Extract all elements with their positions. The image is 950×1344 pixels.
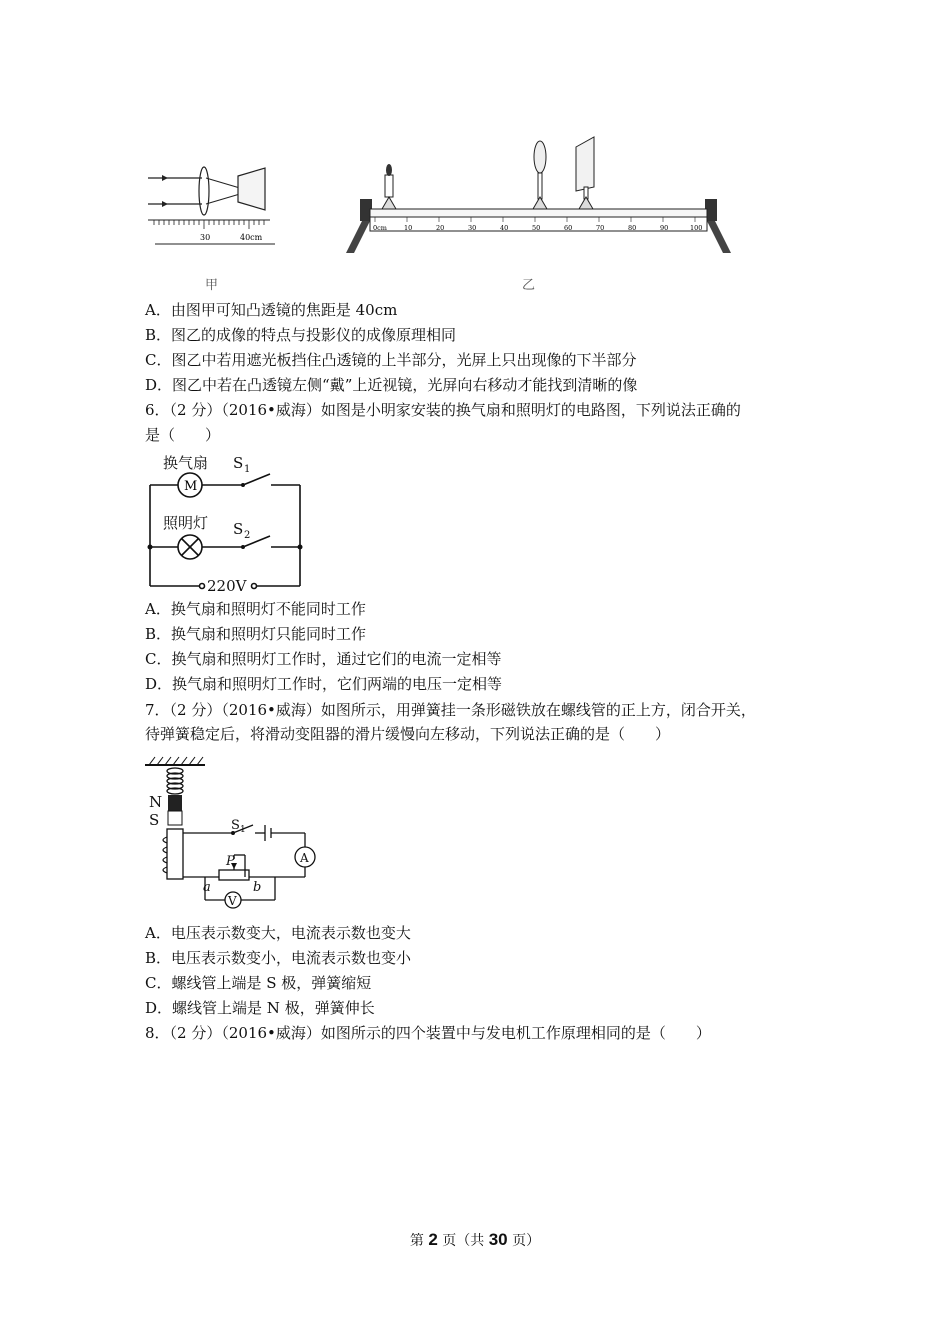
- q6-option-a: A．换气扇和照明灯不能同时工作: [145, 600, 366, 618]
- q6-stem-line1: 6．（2 分）（2016•威海）如图是小明家安装的换气扇和照明灯的电路图，下列说法正确的: [145, 401, 741, 419]
- figure-jia-label: 甲: [205, 278, 219, 293]
- q5-option-b: B．图乙的成像的特点与投影仪的成像原理相同: [145, 326, 457, 344]
- switch-s2-label: S: [233, 520, 244, 538]
- current-page-number: 2: [428, 1230, 438, 1249]
- switch-label: S: [231, 818, 240, 833]
- ruler-tick-30: 30: [200, 233, 211, 242]
- yi-tick: 100: [690, 224, 703, 232]
- q5-option-d: D．图乙中若在凸透镜左侧“戴”上近视镜，光屏向右移动才能找到清晰的像: [145, 376, 638, 394]
- yi-tick: 10: [404, 224, 413, 232]
- figure-jia: [140, 140, 290, 260]
- yi-tick: 40: [500, 224, 509, 232]
- yi-tick: 30: [468, 224, 477, 232]
- q7-stem-line1: 7．（2 分）（2016•威海）如图所示，用弹簧挂一条形磁铁放在螺线管的正上方，闭合开关，: [145, 701, 756, 719]
- page-footer: 第 2 页（共 30 页）: [409, 1230, 541, 1249]
- yi-tick: 20: [436, 224, 445, 232]
- terminal-b-label: b: [253, 880, 262, 895]
- switch-s1-label: S: [233, 454, 244, 472]
- q5-option-a: A．由图甲可知凸透镜的焦距是 40cm: [145, 301, 398, 319]
- slider-p-label: P: [226, 854, 235, 869]
- q7-option-d: D．螺线管上端是 N 极，弹簧伸长: [145, 999, 375, 1017]
- yi-tick: 60: [564, 224, 573, 232]
- q7-option-a: A．电压表示数变大，电流表示数也变大: [145, 924, 411, 942]
- q7-circuit-diagram: [145, 755, 325, 915]
- magnet-n-label: N: [149, 793, 163, 811]
- yi-tick: 80: [628, 224, 637, 232]
- svg-text:2: 2: [244, 530, 251, 541]
- magnet-s-label: S: [149, 811, 160, 829]
- lamp-label: 照明灯: [163, 514, 209, 532]
- q7-stem-line2: 待弹簧稳定后，将滑动变阻器的滑片缓慢向左移动，下列说法正确的是（ ）: [145, 725, 671, 743]
- yi-tick: 90: [660, 224, 669, 232]
- fan-label: 换气扇: [163, 454, 209, 472]
- terminal-a-label: a: [203, 880, 211, 895]
- yi-tick: 70: [596, 224, 605, 232]
- ammeter-symbol: A: [300, 851, 309, 865]
- yi-tick: 50: [532, 224, 541, 232]
- q6-option-c: C．换气扇和照明灯工作时，通过它们的电流一定相等: [145, 650, 502, 668]
- q6-option-d: D．换气扇和照明灯工作时，它们两端的电压一定相等: [145, 675, 503, 693]
- motor-symbol: M: [184, 479, 198, 494]
- q6-circuit-diagram: [145, 450, 310, 595]
- yi-tick: 0cm: [373, 224, 387, 232]
- q7-option-b: B．电压表示数变小，电流表示数也变小: [145, 949, 412, 967]
- figure-yi: [340, 135, 740, 265]
- voltmeter-symbol: V: [228, 894, 237, 908]
- svg-text:1: 1: [244, 464, 251, 475]
- q6-option-b: B．换气扇和照明灯只能同时工作: [145, 625, 367, 643]
- ruler-tick-40cm: 40cm: [240, 233, 263, 242]
- voltage-label: 220V: [207, 577, 247, 595]
- q5-option-c: C．图乙中若用遮光板挡住凸透镜的上半部分，光屏上只出现像的下半部分: [145, 351, 637, 369]
- q6-stem-line2: 是（ ）: [145, 426, 221, 444]
- total-pages-number: 30: [488, 1230, 508, 1249]
- figure-yi-label: 乙: [522, 278, 536, 293]
- q7-option-c: C．螺线管上端是 S 极，弹簧缩短: [145, 974, 372, 992]
- q8-stem: 8．（2 分）（2016•威海）如图所示的四个装置中与发电机工作原理相同的是（ ）: [145, 1024, 711, 1042]
- svg-text:1: 1: [240, 825, 246, 835]
